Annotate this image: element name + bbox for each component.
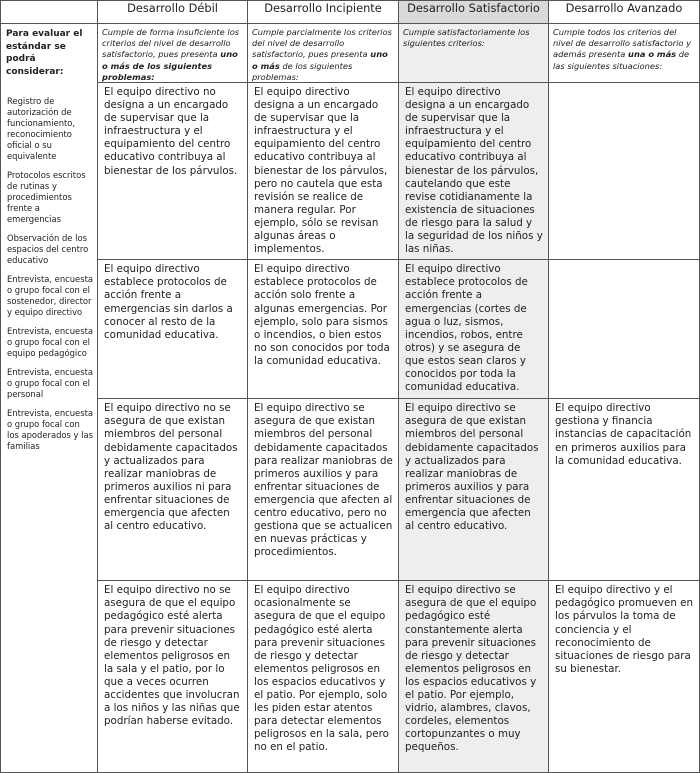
- intro-text: Cumple de forma insuficiente los criterios del nivel de desarrollo satisfactorio, pues presenta: [102, 27, 240, 60]
- criterion-text: El equipo directivo se asegura de que el equipo pedagógico esté constantemente alerta para prevenir situaciones de riesgo y detectar elementos peligrosos en los espacios educativos y el patio. Por ejemplo, vidrio, alambres, clavos, cordeles, elementos cortopunzantes o muy pequeños.: [405, 584, 537, 754]
- criteria-row: [1, 83, 700, 260]
- intro-text: Cumple satisfactoriamente los siguientes criterios:: [403, 27, 530, 49]
- evaluation-source-item: Protocolos escritos de rutinas y procedimientos frente a emergencias: [7, 170, 86, 224]
- criterion-cell: [98, 581, 248, 773]
- evaluation-sources: [1, 78, 97, 452]
- level-header-avanzado: Desarrollo Avanzado: [549, 1, 700, 24]
- intro-cell-avanzado: [549, 24, 700, 83]
- criterion-cell: [399, 581, 549, 773]
- criterion-text: El equipo directivo establece protocolos de acción frente a emergencias sin darlos a conocer al resto de la comunidad educativa.: [104, 263, 233, 341]
- evaluation-column: [1, 24, 98, 773]
- criterion-text: El equipo directivo establece protocolos de acción frente a emergencias (cortes de agua o luz, sismos, incendios, robos, entre otros) y se asegura de que estos sean claros y conocidos por toda la comunidad educativa.: [405, 263, 528, 394]
- criterion-cell: [549, 399, 700, 581]
- intro-cell-satisfactorio: [399, 24, 549, 83]
- criterion-cell: [248, 83, 399, 260]
- header-corner: [1, 1, 98, 24]
- criteria-row: [1, 581, 700, 773]
- intro-text: de las siguientes situaciones:: [553, 49, 690, 71]
- criterion-text: El equipo directivo no designa a un encargado de supervisar que la infraestructura y el equipamiento del centro educativo contribuya al bienestar de los párvulos.: [104, 86, 238, 177]
- criterion-text: El equipo directivo ocasionalmente se asegura de que el equipo pedagógico esté alerta para prevenir situaciones de riesgo y detectar elementos peligrosos en los espacios educativos y el patio. Por ejemplo, solo les piden estar atentos para detectar elementos peligrosos en la sala, pero no en el patio.: [254, 584, 389, 754]
- criterion-text: El equipo directivo y el pedagógico promueven en los párvulos la toma de conciencia y el reconocimiento de situaciones de riesgo para su bienestar.: [555, 584, 694, 675]
- criterion-text: El equipo directivo se asegura de que existan miembros del personal debidamente capacitados y actualizados para realizar maniobras de primeros auxilios y para enfrentar situaciones de emergencia que afecten al centro educativo.: [405, 402, 539, 533]
- criterion-text: El equipo directivo no se asegura de que existan miembros del personal debidamente capacitados y actualizados para realizar maniobras de primeros auxilios ni para enfrentar situaciones de emergencia que afecten al centro educativo.: [104, 402, 238, 533]
- criterion-text: El equipo directivo designa a un encargado de supervisar que la infraestructura y el equipamiento del centro educativo contribuya al bienestar de los párvulos, cautelando que este revise cotidianamente la existencia de situaciones de riesgo para la salud y la seguridad de los niños y las niñas.: [405, 86, 543, 256]
- criterion-text: El equipo directivo designa a un encargado de supervisar que la infraestructura y el equipamiento del centro educativo contribuya al bienestar de los párvulos, pero no cautela que esta revisión se realice de manera regular. Por ejemplo, sólo se revisan algunas áreas o implementos.: [254, 86, 388, 256]
- evaluation-source-item: Observación de los espacios del centro educativo: [7, 233, 89, 265]
- criteria-row: [1, 260, 700, 399]
- intro-text: de los siguientes problemas:: [252, 60, 353, 82]
- intro-row: [1, 24, 700, 83]
- criterion-text: El equipo directivo establece protocolos de acción solo frente a algunas emergencias. Por ejemplo, solo para sismos o incendios, o bien estos no son conocidos por toda la comunidad educativa.: [254, 263, 390, 367]
- evaluation-source-item: Entrevista, encuesta o grupo focal con el sostenedor, director y equipo directivo: [7, 274, 93, 317]
- evaluation-source-item: Entrevista, encuesta o grupo focal con el equipo pedagógico: [7, 326, 93, 358]
- intro-emphasis: uno o más: [252, 49, 388, 71]
- evaluation-source-item: Registro de autorización de funcionamiento, reconocimiento oficial o su equivalente: [7, 96, 76, 161]
- criterion-cell: [399, 260, 549, 399]
- level-header-debil: Desarrollo Débil: [98, 1, 248, 24]
- criterion-cell: [549, 260, 700, 399]
- intro-cell-incipiente: [248, 24, 399, 83]
- criteria-row: [1, 399, 700, 581]
- intro-cell-debil: [98, 24, 248, 83]
- criterion-text: [549, 260, 699, 266]
- criterion-cell: [549, 83, 700, 260]
- criterion-text: El equipo directivo no se asegura de que el equipo pedagógico esté alerta para prevenir situaciones de riesgo y detectar elementos peligrosos en la sala y el patio, por lo que a veces ocurren accidentes que involucran a los niños y las niñas que podrían haberse evitado.: [104, 584, 240, 728]
- evaluation-source-item: Entrevista, encuesta o grupo focal con los apoderados y las familias: [7, 408, 93, 451]
- criterion-cell: [248, 399, 399, 581]
- criterion-cell: [98, 399, 248, 581]
- intro-emphasis: uno o más de los siguientes problemas:: [102, 49, 238, 82]
- criterion-cell: [248, 260, 399, 399]
- criterion-cell: [549, 581, 700, 773]
- criterion-text: [549, 83, 699, 89]
- criterion-cell: [98, 83, 248, 260]
- criterion-cell: [399, 399, 549, 581]
- level-header-incipiente: Desarrollo Incipiente: [248, 1, 399, 24]
- evaluation-header: Para evaluar el estándar se podrá considerar:: [6, 29, 83, 77]
- criterion-text: El equipo directivo se asegura de que existan miembros del personal debidamente capacitados para realizar maniobras de primeros auxilios y para enfrentar situaciones de emergencia que afecten al centro educativo, pero no gestiona que se actualicen en nuevas prácticas y procedimientos.: [254, 402, 393, 559]
- criterion-text: El equipo directivo gestiona y financia instancias de capacitación en primeros auxilios para la comunidad educativa.: [555, 402, 692, 467]
- level-header-row: [1, 1, 700, 24]
- level-header-satisfactorio: Desarrollo Satisfactorio: [399, 1, 549, 24]
- criterion-cell: [399, 83, 549, 260]
- intro-text: Cumple todos los criterios del nivel de desarrollo satisfactorio y además presenta: [553, 27, 692, 60]
- evaluation-source-item: Entrevista, encuesta o grupo focal con el personal: [7, 367, 93, 399]
- intro-text: Cumple parcialmente los criterios del nivel de desarrollo satisfactorio, pues presenta: [252, 27, 392, 60]
- criterion-cell: [248, 581, 399, 773]
- intro-emphasis: una o más: [628, 49, 677, 60]
- criterion-cell: [98, 260, 248, 399]
